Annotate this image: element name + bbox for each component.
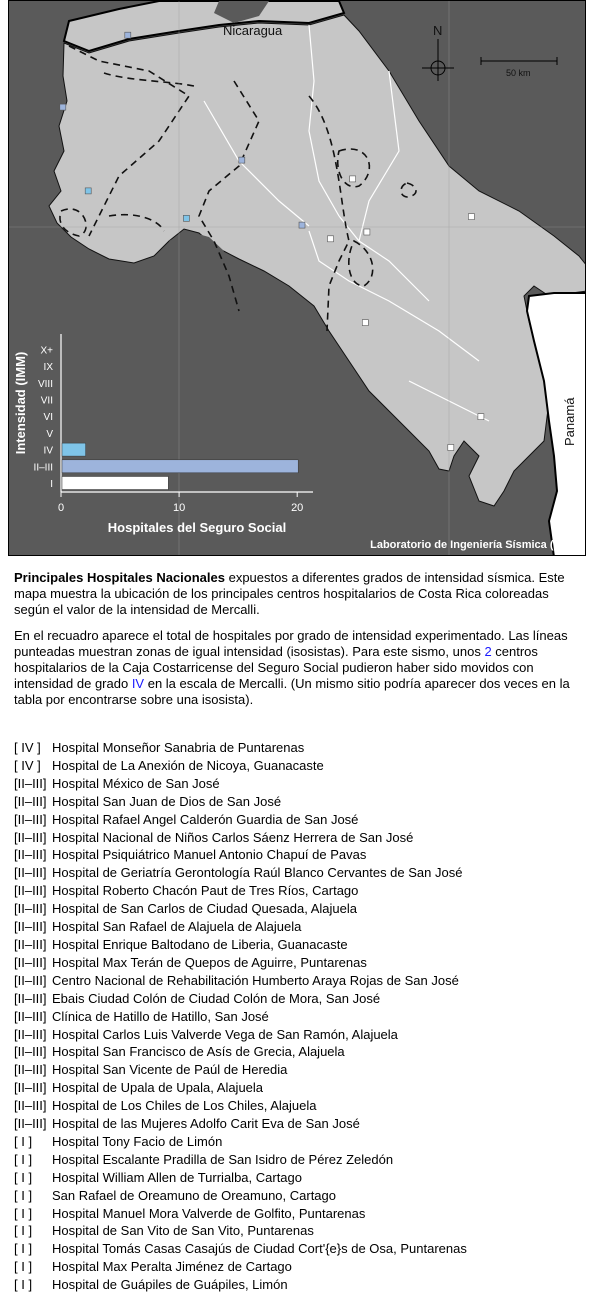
hospital-intensity-grade: [II–III] [14,901,47,917]
chart-category-label: VIII [37,378,53,390]
hospital-name: Hospital Max Peralta Jiménez de Cartago [52,1259,292,1275]
chart-category-label: I [50,478,53,490]
hospital-name: Hospital San Vicente de Paúl de Heredia [52,1062,288,1078]
hospital-name: Hospital San Juan de Dios de San José [52,793,282,809]
hospital-list-item [14,1079,584,1097]
hospital-name: Hospital Roberto Chacón Paut de Tres Ríos, Cartago [52,883,359,899]
hospital-marker [362,320,368,326]
hospital-name: Hospital de Los Chiles de Los Chiles, Alajuela [52,1098,317,1114]
description-paragraph-1 [14,570,584,618]
hospital-marker [125,32,131,38]
hospital-name: Hospital Carlos Luis Valverde Vega de San Ramón, Alajuela [52,1026,398,1042]
hospital-list-item [14,1008,584,1026]
hospital-name: Hospital William Allen de Turrialba, Cartago [52,1169,302,1185]
hospital-list-item [14,739,584,757]
hospital-name: Hospital de La Anexión de Nicoya, Guanacaste [52,757,324,773]
hospital-intensity-grade: [II–III] [14,972,47,988]
chart-category-label: IV [43,445,53,457]
hospital-list-item [14,1115,584,1133]
hospital-list-item [14,793,584,811]
hospital-name: Hospital Rafael Angel Calderón Guardia de San José [52,811,359,827]
chart-x-tick-label: 20 [291,502,304,514]
hospital-name: Hospital Tony Facio de Limón [52,1133,223,1149]
chart-category-label: VI [43,412,53,424]
costa-rica-landmass [49,15,586,506]
hospital-list-item [14,846,584,864]
description-text-2b: centros hospitalarios de la Caja Costarricense del Seguro Social pudieron haber sido movidos con intensidad de grado [14,644,538,691]
hospital-intensity-grade: [II–III] [14,1008,47,1024]
hospital-name: Hospital de las Mujeres Adolfo Carit Eva de San José [52,1116,360,1132]
hospital-list-item [14,1222,584,1240]
hospital-list-item [14,757,584,775]
hospital-name: Hospital Nacional de Niños Carlos Sáenz Herrera de San José [52,829,414,845]
map-description [14,570,584,718]
hospital-name: Hospital Monseñor Sanabria de Puntarenas [52,740,305,755]
hospital-intensity-grade: [II–III] [14,829,47,845]
chart-category-label: IX [43,362,53,374]
chart-category-label: X+ [40,345,53,357]
hospital-name: Centro Nacional de Rehabilitación Humberto Araya Rojas de San José [52,972,459,988]
hospital-intensity-grade: [II–III] [14,1062,47,1078]
hospital-intensity-grade: [II–III] [14,811,47,827]
intensity-grade-value: IV [131,676,145,691]
hospital-name: Ebais Ciudad Colón de Ciudad Colón de Mora, San José [52,990,381,1006]
hospital-name: Hospital de San Carlos de Ciudad Quesada, Alajuela [52,901,357,917]
chart-category-label: II–III [33,462,53,474]
hospital-intensity-grade: [II–III] [14,775,47,791]
hospital-name: Hospital Escalante Pradilla de San Isidro de Pérez Zeledón [52,1151,394,1167]
hospital-intensity-grade: [II–III] [14,1044,47,1060]
hospital-intensity-grade: [ I ] [14,1205,33,1221]
hospital-intensity-grade: [II–III] [14,936,47,952]
hospital-intensity-grade: [II–III] [14,954,47,970]
hospital-list-item [14,775,584,793]
hospital-intensity-grade: [II–III] [14,1080,47,1096]
hospital-intensity-grade: [ I ] [14,1169,33,1185]
hospital-name: Hospital de Geriatría Gerontología Raúl Blanco Cervantes de San José [52,865,463,881]
hospital-list-item [14,882,584,900]
chart-x-tick-label: 10 [172,502,186,514]
description-text-2a: En el recuadro aparece el total de hospitales por grado de intensidad experimentado. Las líneas punteadas muestran zonas de igual intensidad (isosistas). Para este sismo, unos [14,628,568,659]
chart-category-label: VII [40,395,53,407]
hospital-list-item [14,811,584,829]
hospital-intensity-grade: [II–III] [14,1116,47,1132]
hospital-count-iv: 2 [484,644,492,659]
map-canvas [9,1,586,556]
hospital-name: Hospital México de San José [52,775,220,791]
seismic-intensity-map [8,0,586,556]
hospital-marker [239,157,245,163]
hospital-name: Clínica de Hatillo de Hatillo, San José [52,1008,269,1024]
hospital-marker [448,445,454,451]
hospital-name: Hospital Tomás Casas Casajús de Ciudad Cort'{e}s de Osa, Puntarenas [52,1241,467,1257]
hospital-list-item [14,1205,584,1223]
hospital-intensity-grade: [ I ] [14,1277,33,1293]
hospital-list-item [14,829,584,847]
hospital-list-item [14,1169,584,1187]
hospital-list-item [14,1043,584,1061]
description-title: Principales Hospitales Nacionales [14,570,225,585]
scale-label: 50 km [506,68,531,78]
hospital-list [14,739,584,1294]
hospital-name: Hospital San Francisco de Asís de Grecia, Alajuela [52,1044,345,1060]
hospital-list-item [14,1187,584,1205]
hospital-list-item [14,1133,584,1151]
description-paragraph-2 [14,628,584,708]
chart-bar [62,443,86,456]
nicaragua-label: Nicaragua [223,23,283,38]
hospital-intensity-grade: [II–III] [14,793,47,809]
hospital-list-item [14,990,584,1008]
hospital-list-item [14,1276,584,1294]
panama-label: Panamá [562,397,577,446]
hospital-intensity-grade: [II–III] [14,990,47,1006]
hospital-list-item [14,1061,584,1079]
chart-xlabel: Hospitales del Seguro Social [107,520,287,535]
description-text-1: expuestos a diferentes grados de intensidad sísmica. Este mapa muestra la ubicación de los principales centros hospitalarios de Costa Rica coloreadas según el valor de la intensidad de Mercalli. [14,570,565,617]
hospital-list-item [14,1151,584,1169]
hospital-marker [478,414,484,420]
hospital-name: San Rafael de Oreamuno de Oreamuno, Cartago [52,1187,337,1203]
hospital-marker [299,222,305,228]
hospital-list-item [14,936,584,954]
hospital-list-item [14,900,584,918]
hospital-list-item [14,1097,584,1115]
chart-ylabel: Intensidad (IMM) [13,351,28,455]
hospital-marker [328,236,334,242]
description-text-2c: en la escala de Mercalli. (Un mismo sitio podría aparecer dos veces en la tabla por encontrarse sobre una isosista). [14,676,570,707]
hospital-name: Hospital de Guápiles de Guápiles, Limón [52,1277,288,1293]
hospital-marker [364,229,370,235]
chart-category-label: V [46,428,53,440]
chart-x-tick-label: 0 [57,502,65,514]
hospital-list-item [14,1026,584,1044]
hospital-name: Hospital Psiquiátrico Manuel Antonio Chapuí de Pavas [52,847,367,863]
hospital-intensity-grade: [ I ] [14,1241,33,1257]
hospital-name: Hospital Max Terán de Quepos de Aguirre, Puntarenas [52,954,367,970]
hospital-name: Hospital de Upala de Upala, Alajuela [52,1080,264,1096]
hospital-intensity-grade: [ I ] [14,1187,33,1203]
scale-bar [481,57,557,78]
chart-bar [62,460,298,473]
north-label: N [433,23,443,38]
hospital-intensity-grade: [ IV ] [14,740,41,755]
hospital-marker [85,188,91,194]
hospital-list-item [14,864,584,882]
lab-credit: Laboratorio de Ingeniería Sísmica (UCR) [370,539,581,551]
hospital-marker [468,214,474,220]
hospital-intensity-grade: [ I ] [14,1259,33,1275]
hospital-intensity-grade: [II–III] [14,883,47,899]
chart-bar [62,477,168,490]
hospital-intensity-grade: [II–III] [14,1098,47,1114]
inset-bar-chart [13,334,313,535]
hospital-intensity-grade: [ IV ] [14,757,41,773]
hospital-intensity-grade: [ I ] [14,1223,33,1239]
hospital-list-item [14,972,584,990]
hospital-marker [60,104,66,110]
hospital-list-item [14,918,584,936]
hospital-list-item [14,1258,584,1276]
hospital-marker [350,176,356,182]
hospital-name: Hospital San Rafael de Alajuela de Alajuela [52,919,302,935]
hospital-marker [183,215,189,221]
hospital-list-item [14,1240,584,1258]
hospital-name: Hospital Enrique Baltodano de Liberia, Guanacaste [52,936,348,952]
hospital-name: Hospital Manuel Mora Valverde de Golfito, Puntarenas [52,1205,366,1221]
hospital-intensity-grade: [II–III] [14,1026,47,1042]
hospital-intensity-grade: [ I ] [14,1133,33,1149]
hospital-intensity-grade: [II–III] [14,865,47,881]
hospital-list-item [14,954,584,972]
hospital-intensity-grade: [ I ] [14,1151,33,1167]
hospital-name: Hospital de San Vito de San Vito, Puntarenas [52,1223,314,1239]
hospital-intensity-grade: [II–III] [14,847,47,863]
hospital-intensity-grade: [II–III] [14,919,47,935]
